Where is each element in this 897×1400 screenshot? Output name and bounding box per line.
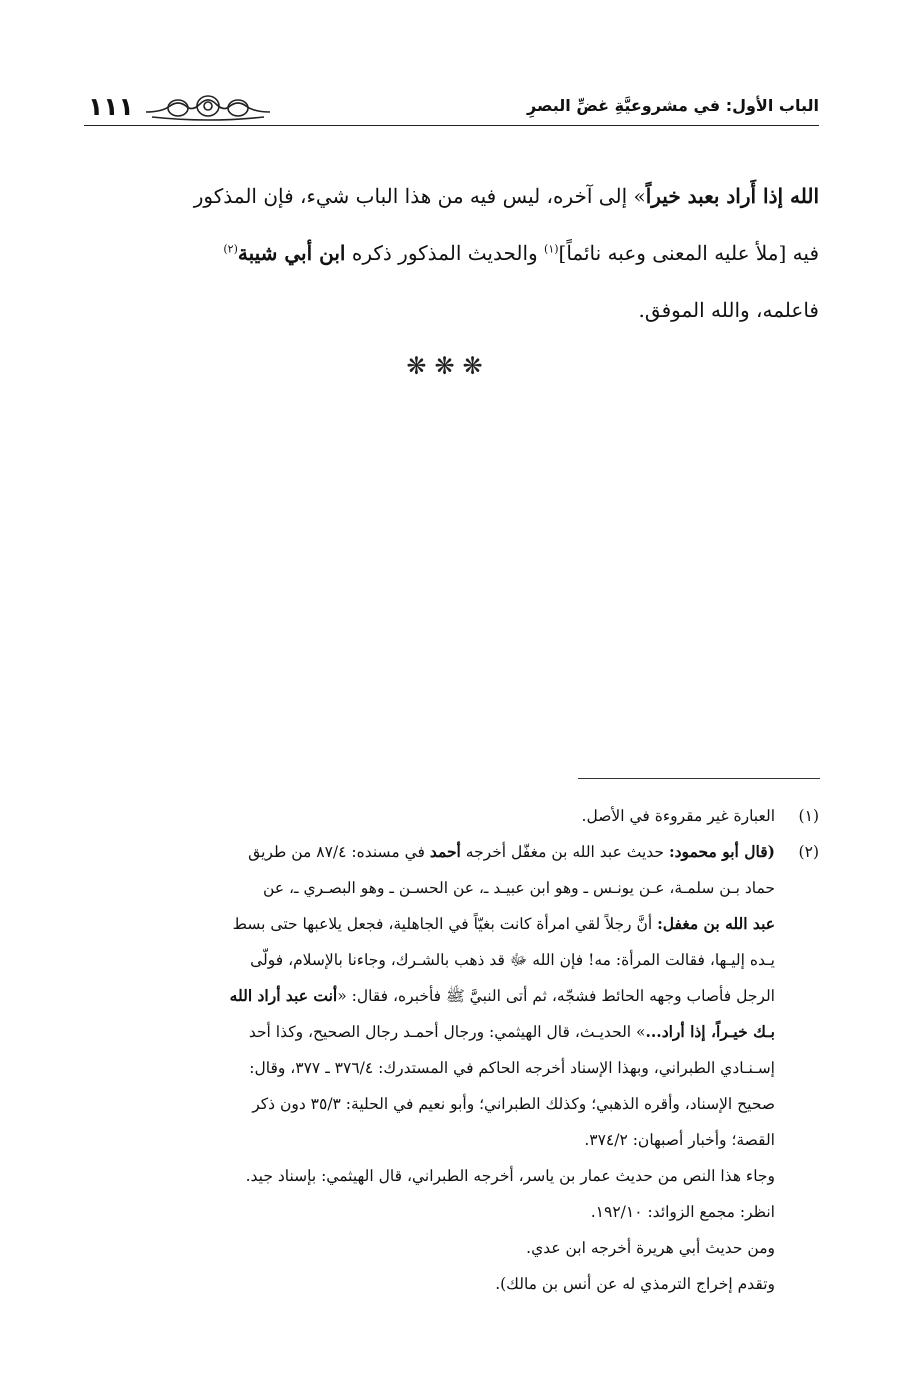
footnote-line: انظر: مجمع الزوائد: ١٩٢/١٠. [590,1203,775,1221]
footnotes [84,798,819,1302]
footnote-line: القصة؛ وأخبار أصبهان: ٣٧٤/٢. [584,1131,775,1149]
hadith-phrase: أنت عبد أراد الله [229,986,338,1005]
footnote-ref-2: (٢) [223,242,238,256]
footnote-number: (٢) [798,843,819,861]
body-text-span: » إلى آخره، ليس فيه من هذا الباب شيء، فإن المذكور [193,184,646,208]
footnote-line: صحيح الإسناد، وأقره الذهبي؛ وكذلك الطبراني؛ وأبو نعيم في الحلية: ٣٥/٣ دون ذكر [252,1095,775,1113]
header-rule [84,125,819,126]
commentator-label: (قال أبو محمود: [668,842,775,861]
body-text-span: فيه [ملأ عليه المعنى وعبه نائماً] [558,241,819,265]
footnote-line: إسـنـادي الطبراني، وبهذا الإسناد أخرجه الحاكم في المستدرك: ٣٧٦/٤ ـ ٣٧٧، وقال: [249,1059,775,1077]
main-text [84,168,819,339]
footnote-line [84,1014,775,1050]
footnote-line [84,906,775,942]
footnote-line [84,978,775,1014]
footnote-1 [84,798,819,834]
narrator-name: عبد الله بن مغفل: [657,914,775,933]
footnote-ref-1: (١) [544,242,559,256]
ornament-icon [142,90,274,124]
footnote-line: يـده إليـها، فقالت المرأة: مه! فإن الله ﷻ قد ذهب بالشـرك، وجاءنا بالإسلام، فولّى [250,951,775,969]
author-name: أحمد [429,842,461,861]
running-title: الباب الأول: في مشروعيَّةِ غضِّ البصرِ [527,96,819,115]
body-line-3: فاعلمه، والله الموفق. [638,298,819,322]
footnote-number: (١) [798,807,819,825]
footnote-rule [578,778,820,779]
page-number: ١١١ [88,92,134,121]
footnote-line [84,834,775,870]
section-divider: ❋❋❋ [406,352,491,380]
footnote-text: حديث عبد الله بن مغفّل أخرجه [460,843,669,861]
footnote-line: وجاء هذا النص من حديث عمار بن ياسر، أخرجه الطبراني، قال الهيثمي: بإسناد جيد. [245,1167,775,1185]
page-header [84,86,819,126]
author-name: ابن أبي شيبة [237,241,346,265]
hadith-phrase: بـك خيـراً، إذا أراد... [645,1022,775,1041]
footnote-2 [84,834,819,1302]
footnote-text: في مسنده: ٨٧/٤ من طريق [248,843,430,861]
body-text-span: والحديث المذكور ذكره [345,241,545,265]
footnote-text: » الحديـث، قال الهيثمي: ورجال أحمـد رجال الصحيح، وكذا أحد [248,1023,646,1041]
body-line-1 [84,168,819,225]
footnote-text: أنَّ رجلاً لقي امرأة كانت بغيّاً في الجاهلية، فجعل يلاعبها حتى بسط [232,915,658,933]
footnote-line: ومن حديث أبي هريرة أخرجه ابن عدي. [526,1239,775,1257]
footnote-text: العبارة غير مقروءة في الأصل. [581,807,775,825]
footnote-line: حماد بـن سلمـة، عـن يونـس ـ وهو ابن عبيـد ـ، عن الحسـن ـ وهو البصـري ـ، عن [263,879,775,897]
hadith-phrase: الله إذا أَراد بعبد خيراً [645,184,819,208]
footnote-text: الرجل فأصاب وجهه الحائط فشجّه، ثم أتى النبيَّ ﷺ فأخبره، فقال: « [337,987,775,1005]
footnote-line: وتقدم إخراج الترمذي له عن أنس بن مالك). [495,1275,775,1293]
body-line-2 [84,225,819,282]
